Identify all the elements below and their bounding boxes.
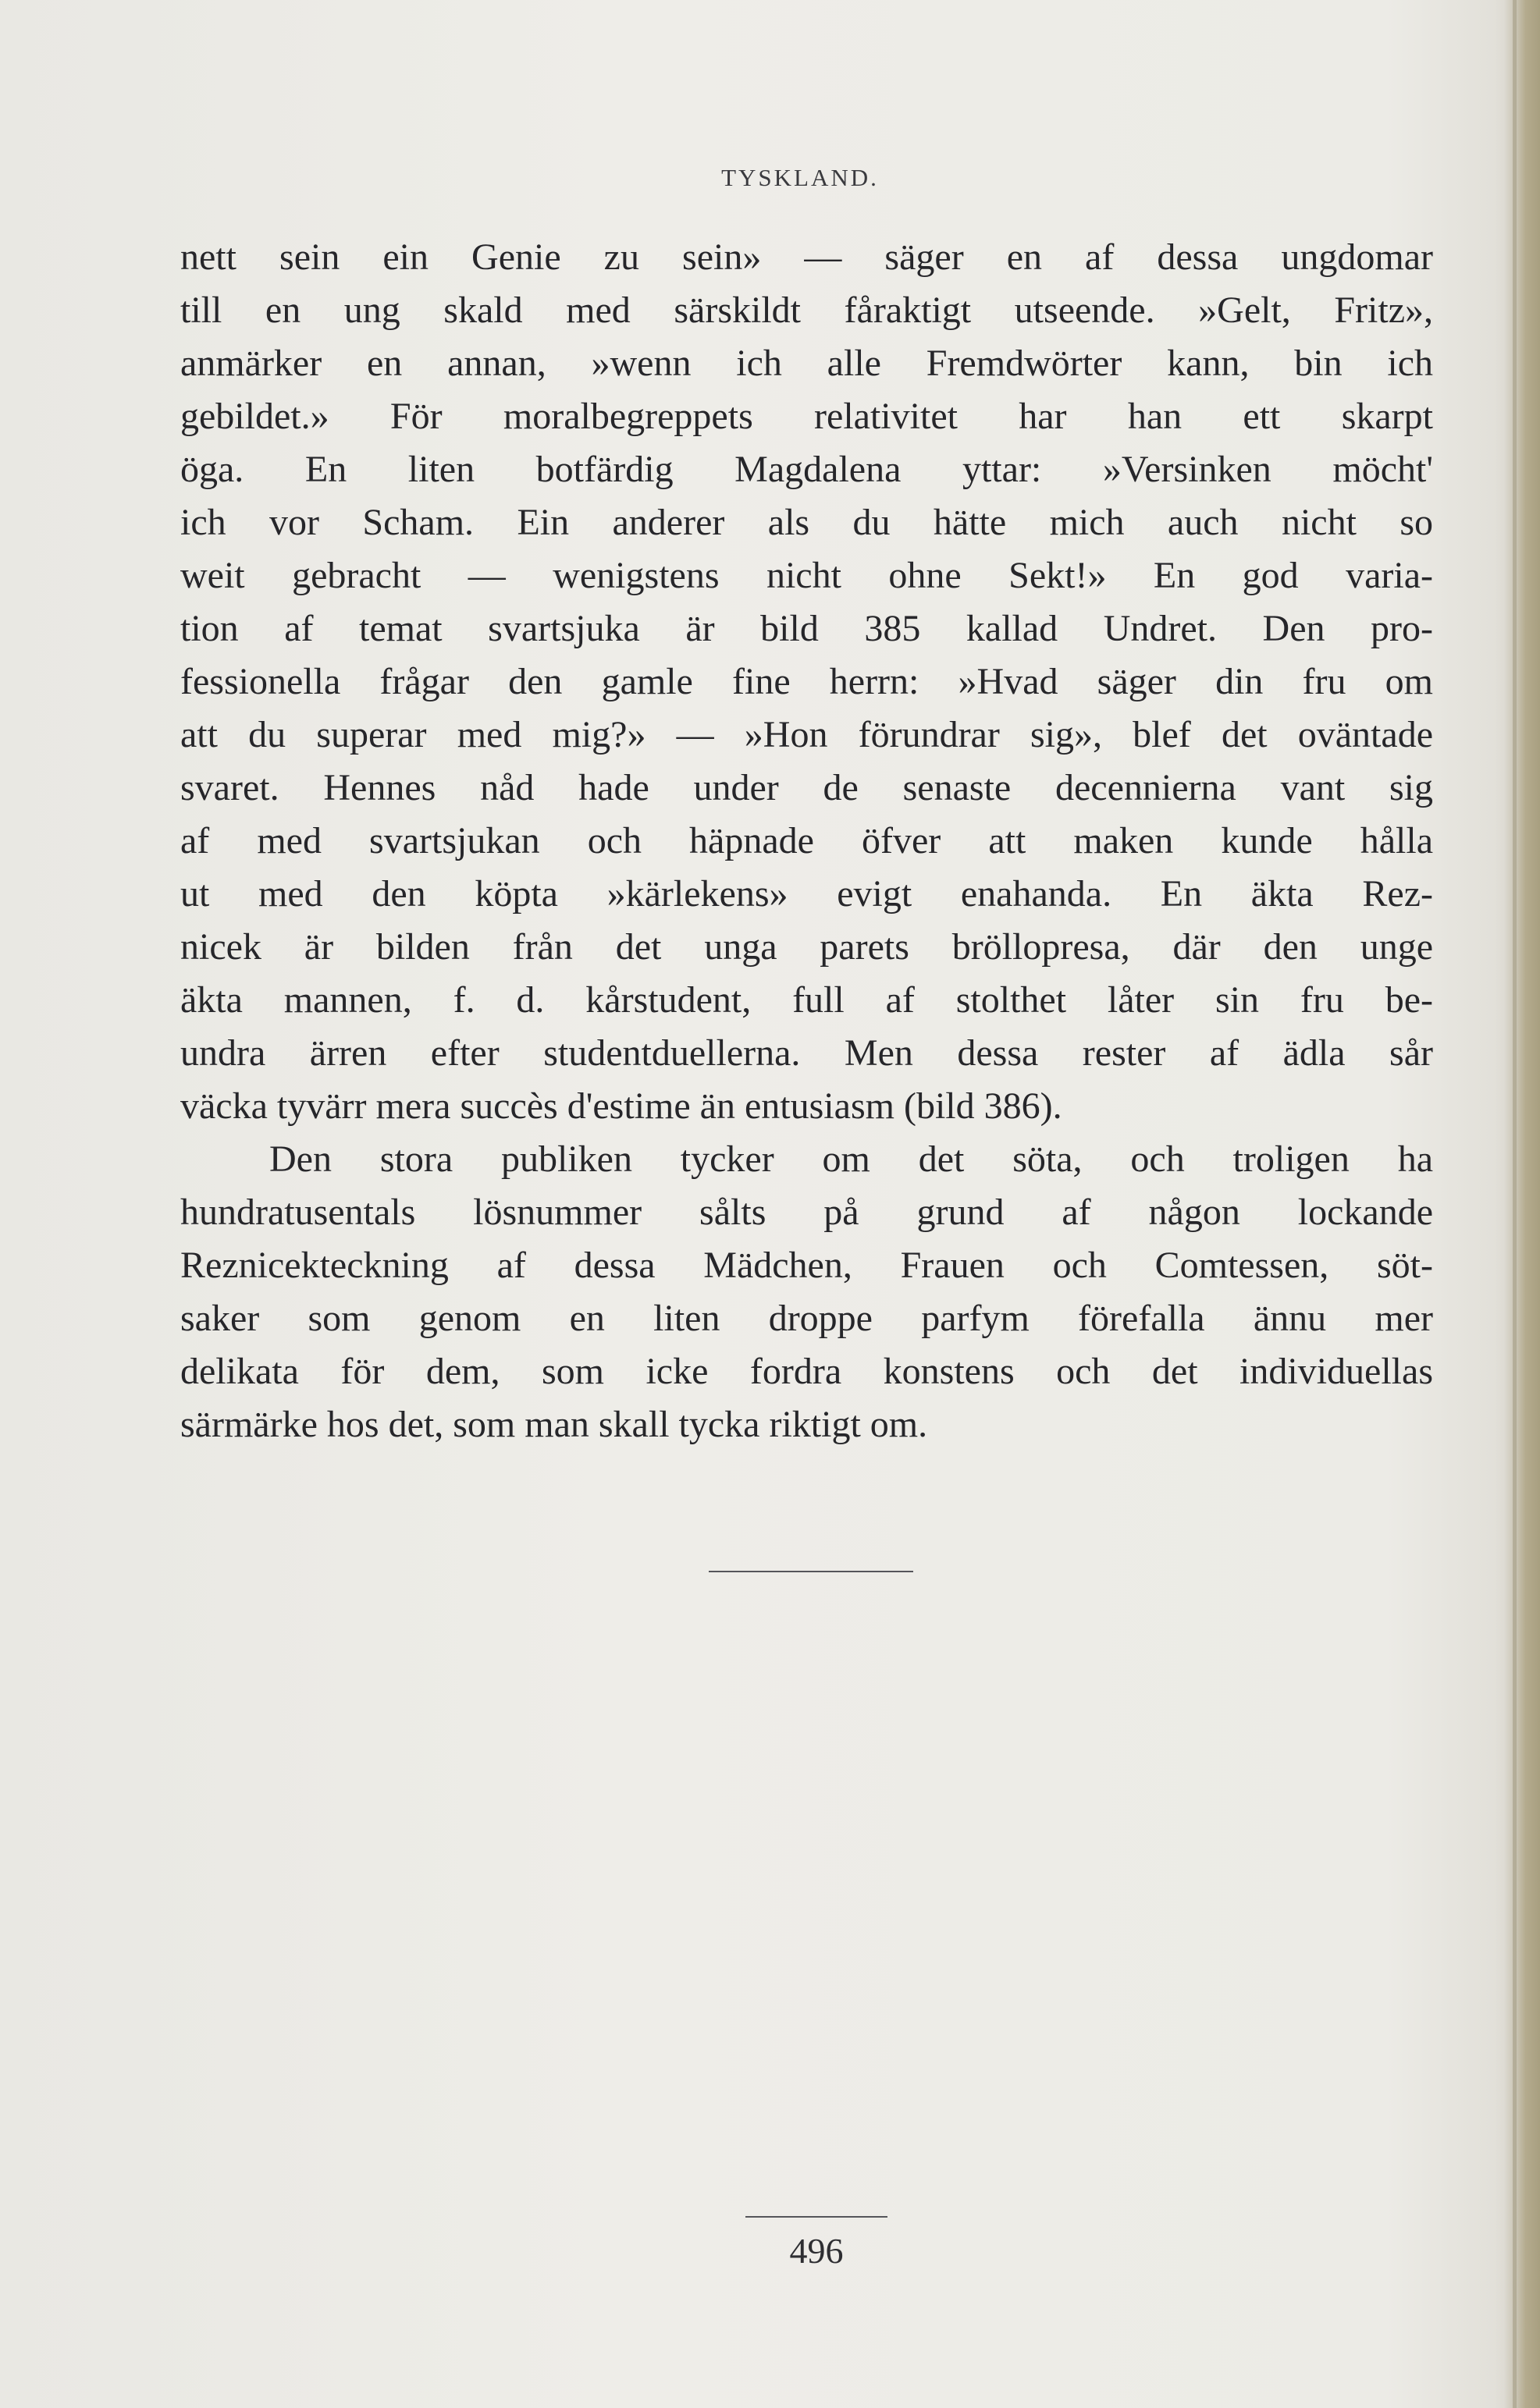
page-number: 496 [789,2231,844,2271]
body-text [180,231,1433,1451]
running-head: TYSKLAND. [721,164,879,191]
text-line-23: särmärke hos det, som man skall tycka riktigt om. [180,1404,928,1445]
text-line-16: undra ärren efter studentduellerna. Men dessa rester af ädla sår [180,1032,1433,1074]
text-line-8: tion af temat svartsjuka är bild 385 kallad Undret. Den pro- [180,608,1433,649]
text-line-12: af med svartsjukan och häpnade öfver att maken kunde hålla [180,820,1433,861]
text-line-6: ich vor Scham. Ein anderer als du hätte mich auch nicht so [180,502,1433,543]
text-line-3: anmärker en annan, »wenn ich alle Fremdwörter kann, bin ich [180,343,1433,384]
text-line-17: väcka tyvärr mera succès d'estime än entusiasm (bild 386). [180,1085,1062,1127]
text-line-7: weit gebracht — wenigstens nicht ohne Sekt!» En god varia- [180,555,1433,596]
page-edge-shadow [1504,0,1540,2408]
text-line-20: Reznicekteckning af dessa Mädchen, Frauen och Comtessen, söt- [180,1245,1433,1286]
text-line-18: Den stora publiken tycker om det söta, och troligen ha [269,1138,1433,1180]
text-line-14: nicek är bilden från det unga parets bröllopresa, där den unge [180,926,1433,968]
text-line-21: saker som genom en liten droppe parfym förefalla ännu mer [180,1298,1433,1339]
folio-rule [745,2216,887,2218]
text-line-2: till en ung skald med särskildt fåraktigt utseende. »Gelt, Fritz», [180,289,1433,331]
text-line-9: fessionella frågar den gamle fine herrn: »Hvad säger din fru om [180,661,1433,702]
text-line-15: äkta mannen, f. d. kårstudent, full af stolthet låter sin fru be- [180,979,1433,1021]
text-line-19: hundratusentals lösnummer sålts på grund af någon lockande [180,1192,1433,1233]
text-line-1: nett sein ein Genie zu sein» — säger en af dessa ungdomar [180,236,1433,278]
text-line-13: ut med den köpta »kärlekens» evigt enahanda. En äkta Rez- [180,873,1433,915]
text-line-4: gebildet.» För moralbegreppets relativitet har han ett skarpt [180,396,1433,437]
text-line-5: öga. En liten botfärdig Magdalena yttar: »Versinken möcht' [180,449,1433,490]
text-line-11: svaret. Hennes nåd hade under de senaste decennierna vant sig [180,767,1433,808]
text-line-10: att du superar med mig?» — »Hon förundrar sig», blef det oväntade [180,714,1433,755]
text-line-22: delikata för dem, som icke fordra konstens och det individuellas [180,1351,1433,1392]
page-edge-line [1513,0,1517,2408]
section-end-rule [709,1571,913,1572]
